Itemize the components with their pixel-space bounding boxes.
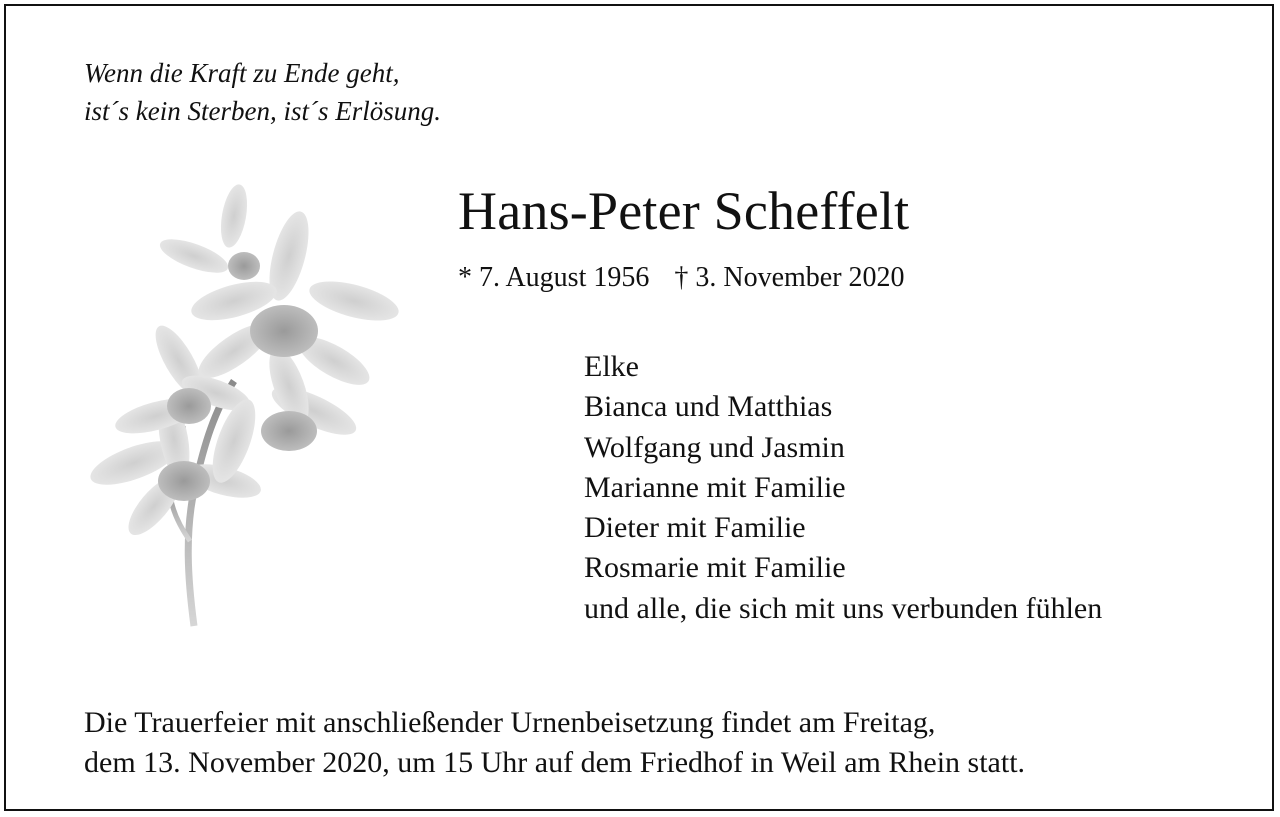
orchid-flower-icon [84, 181, 404, 631]
list-item: Wolfgang und Jasmin [584, 430, 845, 464]
list-item: Rosmarie mit Familie [584, 551, 846, 585]
funeral-notice-line-1: Die Trauerfeier mit anschließender Urnenbeisetzung findet am Freitag, [84, 706, 936, 739]
list-item: Dieter mit Familie [584, 511, 806, 545]
motto-line-1: Wenn die Kraft zu Ende geht, [84, 58, 400, 88]
motto-line-2: ist´s kein Sterben, ist´s Erlösung. [84, 96, 441, 126]
list-item: Marianne mit Familie [584, 470, 846, 504]
obituary-frame [4, 4, 1274, 811]
list-item: Bianca und Matthias [584, 390, 833, 424]
funeral-notice [84, 703, 1025, 783]
funeral-notice-line-2: dem 13. November 2020, um 15 Uhr auf dem Friedhof in Weil am Rhein statt. [84, 746, 1026, 779]
mourners-list [584, 347, 1102, 629]
deceased-name: Hans-Peter Scheffelt [458, 181, 910, 241]
life-dates [458, 259, 905, 297]
death-date: † 3. November 2020 [674, 262, 905, 293]
list-item: Elke [584, 350, 639, 383]
list-item: und alle, die sich mit uns verbunden fühlen [584, 591, 1103, 625]
motto-quote [84, 54, 441, 130]
orchid-image [84, 181, 404, 631]
birth-date: * 7. August 1956 [458, 262, 650, 293]
